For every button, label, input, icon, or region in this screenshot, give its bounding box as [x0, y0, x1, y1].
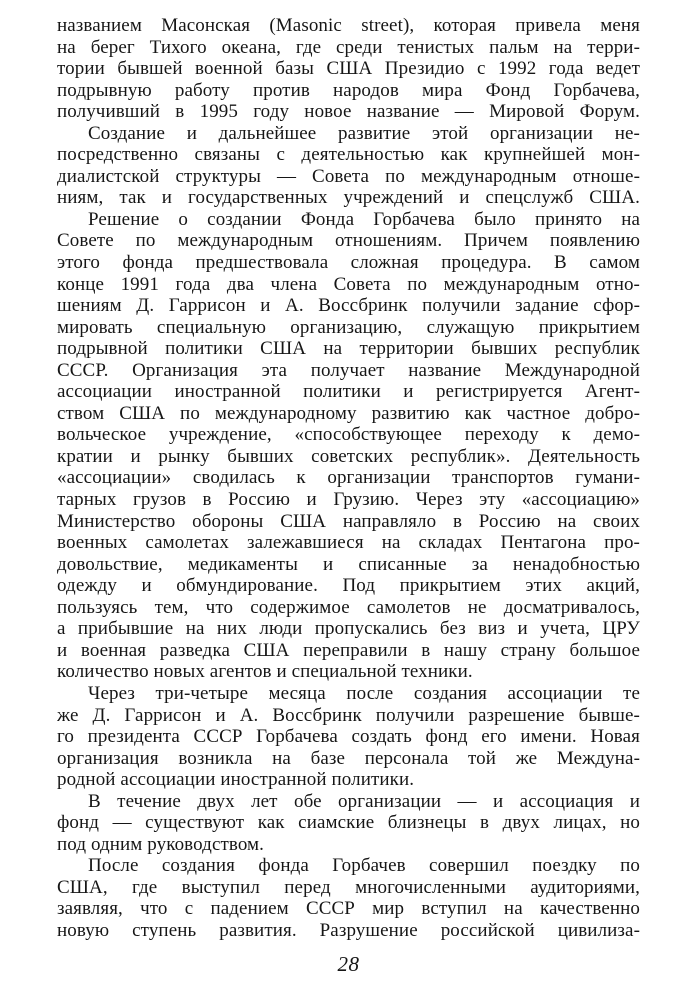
text-line: Через три-четыре месяца после создания ассоциации те: [88, 682, 640, 704]
text-line: получивший в 1995 году новое название — Мировой Форум.: [57, 101, 640, 123]
text-line: довольствие, медикаменты и списанные за ненадобностью: [57, 553, 640, 575]
paragraph: [57, 683, 640, 791]
text-line: вольческое учреждение, «способствующее переходу к демо-: [57, 424, 640, 446]
text-line: В течение двух лет обе организации — и ассоциация и: [88, 790, 640, 812]
text-line: ниям, так и государственных учреждений и спецслужб США.: [57, 187, 640, 209]
text-line: Решение о создании Фонда Горбачева было принято на: [88, 208, 640, 230]
text-line: под одним руководством.: [57, 833, 265, 855]
text-line: ассоциации иностранной политики и регистрируется Агент-: [57, 381, 640, 403]
text-block: [57, 15, 640, 942]
text-line: посредственно связаны с деятельностью как крупнейшей мон-: [57, 144, 640, 166]
text-line: количество новых агентов и специальной техники.: [57, 661, 473, 683]
text-line: Министерство обороны США направляло в Россию на своих: [57, 510, 640, 532]
text-line: СССР. Организация эта получает название Международной: [57, 359, 640, 381]
text-line: одежду и обмундирование. Под прикрытием этих акций,: [57, 575, 640, 597]
text-line: и военная разведка США переправили в нашу страну большое: [57, 639, 640, 661]
text-line: пользуясь тем, что содержимое самолетов не досматривалось,: [57, 596, 640, 618]
text-line: новую ступень развития. Разрушение российской цивилиза-: [57, 919, 640, 941]
text-line: Создание и дальнейшее развитие этой организации не-: [88, 122, 640, 144]
text-line: Совете по международным отношениям. Причем появлению: [57, 230, 640, 252]
text-line: подрывной политики США на территории бывших республик: [57, 338, 640, 360]
text-line: же Д. Гаррисон и А. Воссбринк получили разрешение бывше-: [57, 704, 640, 726]
text-line: родной ассоциации иностранной политики.: [57, 769, 415, 791]
text-line: ством США по международному развитию как частное добро-: [57, 402, 640, 424]
text-line: диалистской структуры — Совета по международным отноше-: [57, 165, 640, 187]
text-line: военных самолетах залежавшиеся на складах Пентагона про-: [57, 532, 640, 554]
text-line: США, где выступил перед многочисленными аудиториями,: [57, 876, 640, 898]
text-line: этого фонда предшествовала сложная процедура. В самом: [57, 252, 640, 274]
text-line: мировать специальную организацию, служащую прикрытием: [57, 316, 640, 338]
text-line: организация возникла на базе персонала той же Междуна-: [57, 747, 640, 769]
text-line: тории бывшей военной базы США Президио с 1992 года ведет: [57, 58, 640, 80]
text-line: тарных грузов в Россию и Грузию. Через эту «ассоциацию»: [57, 489, 640, 511]
text-line: названием Масонская (Masonic street), которая привела меня: [57, 15, 640, 36]
paragraph: [57, 209, 640, 683]
text-line: шениям Д. Гаррисон и А. Воссбринк получили задание сфор-: [57, 295, 640, 317]
text-line: «ассоциации» сводилась к организации транспортов гумани-: [57, 467, 640, 489]
page-number: 28: [337, 951, 360, 976]
text-line: а прибывшие на них люди пропускались без виз и учета, ЦРУ: [57, 618, 640, 640]
text-line: го президента СССР Горбачева создать фонд его имени. Новая: [57, 726, 640, 748]
paragraph: [57, 855, 640, 941]
text-line: на берег Тихого океана, где среди тенистых пальм на терри-: [57, 36, 640, 58]
text-line: заявляя, что с падением СССР мир вступил на качественно: [57, 898, 640, 920]
text-line: После создания фонда Горбачев совершил поездку по: [88, 855, 640, 877]
paragraph: [57, 123, 640, 209]
text-line: фонд — существуют как сиамские близнецы в двух лицах, но: [57, 812, 640, 834]
paragraph: [57, 15, 640, 123]
text-line: кратии и рынку бывших советских республик». Деятельность: [57, 445, 640, 467]
paragraph: [57, 791, 640, 856]
text-line: конце 1991 года два члена Совета по международным отно-: [57, 273, 640, 295]
text-line: подрывную работу против народов мира Фонд Горбачева,: [57, 79, 640, 101]
